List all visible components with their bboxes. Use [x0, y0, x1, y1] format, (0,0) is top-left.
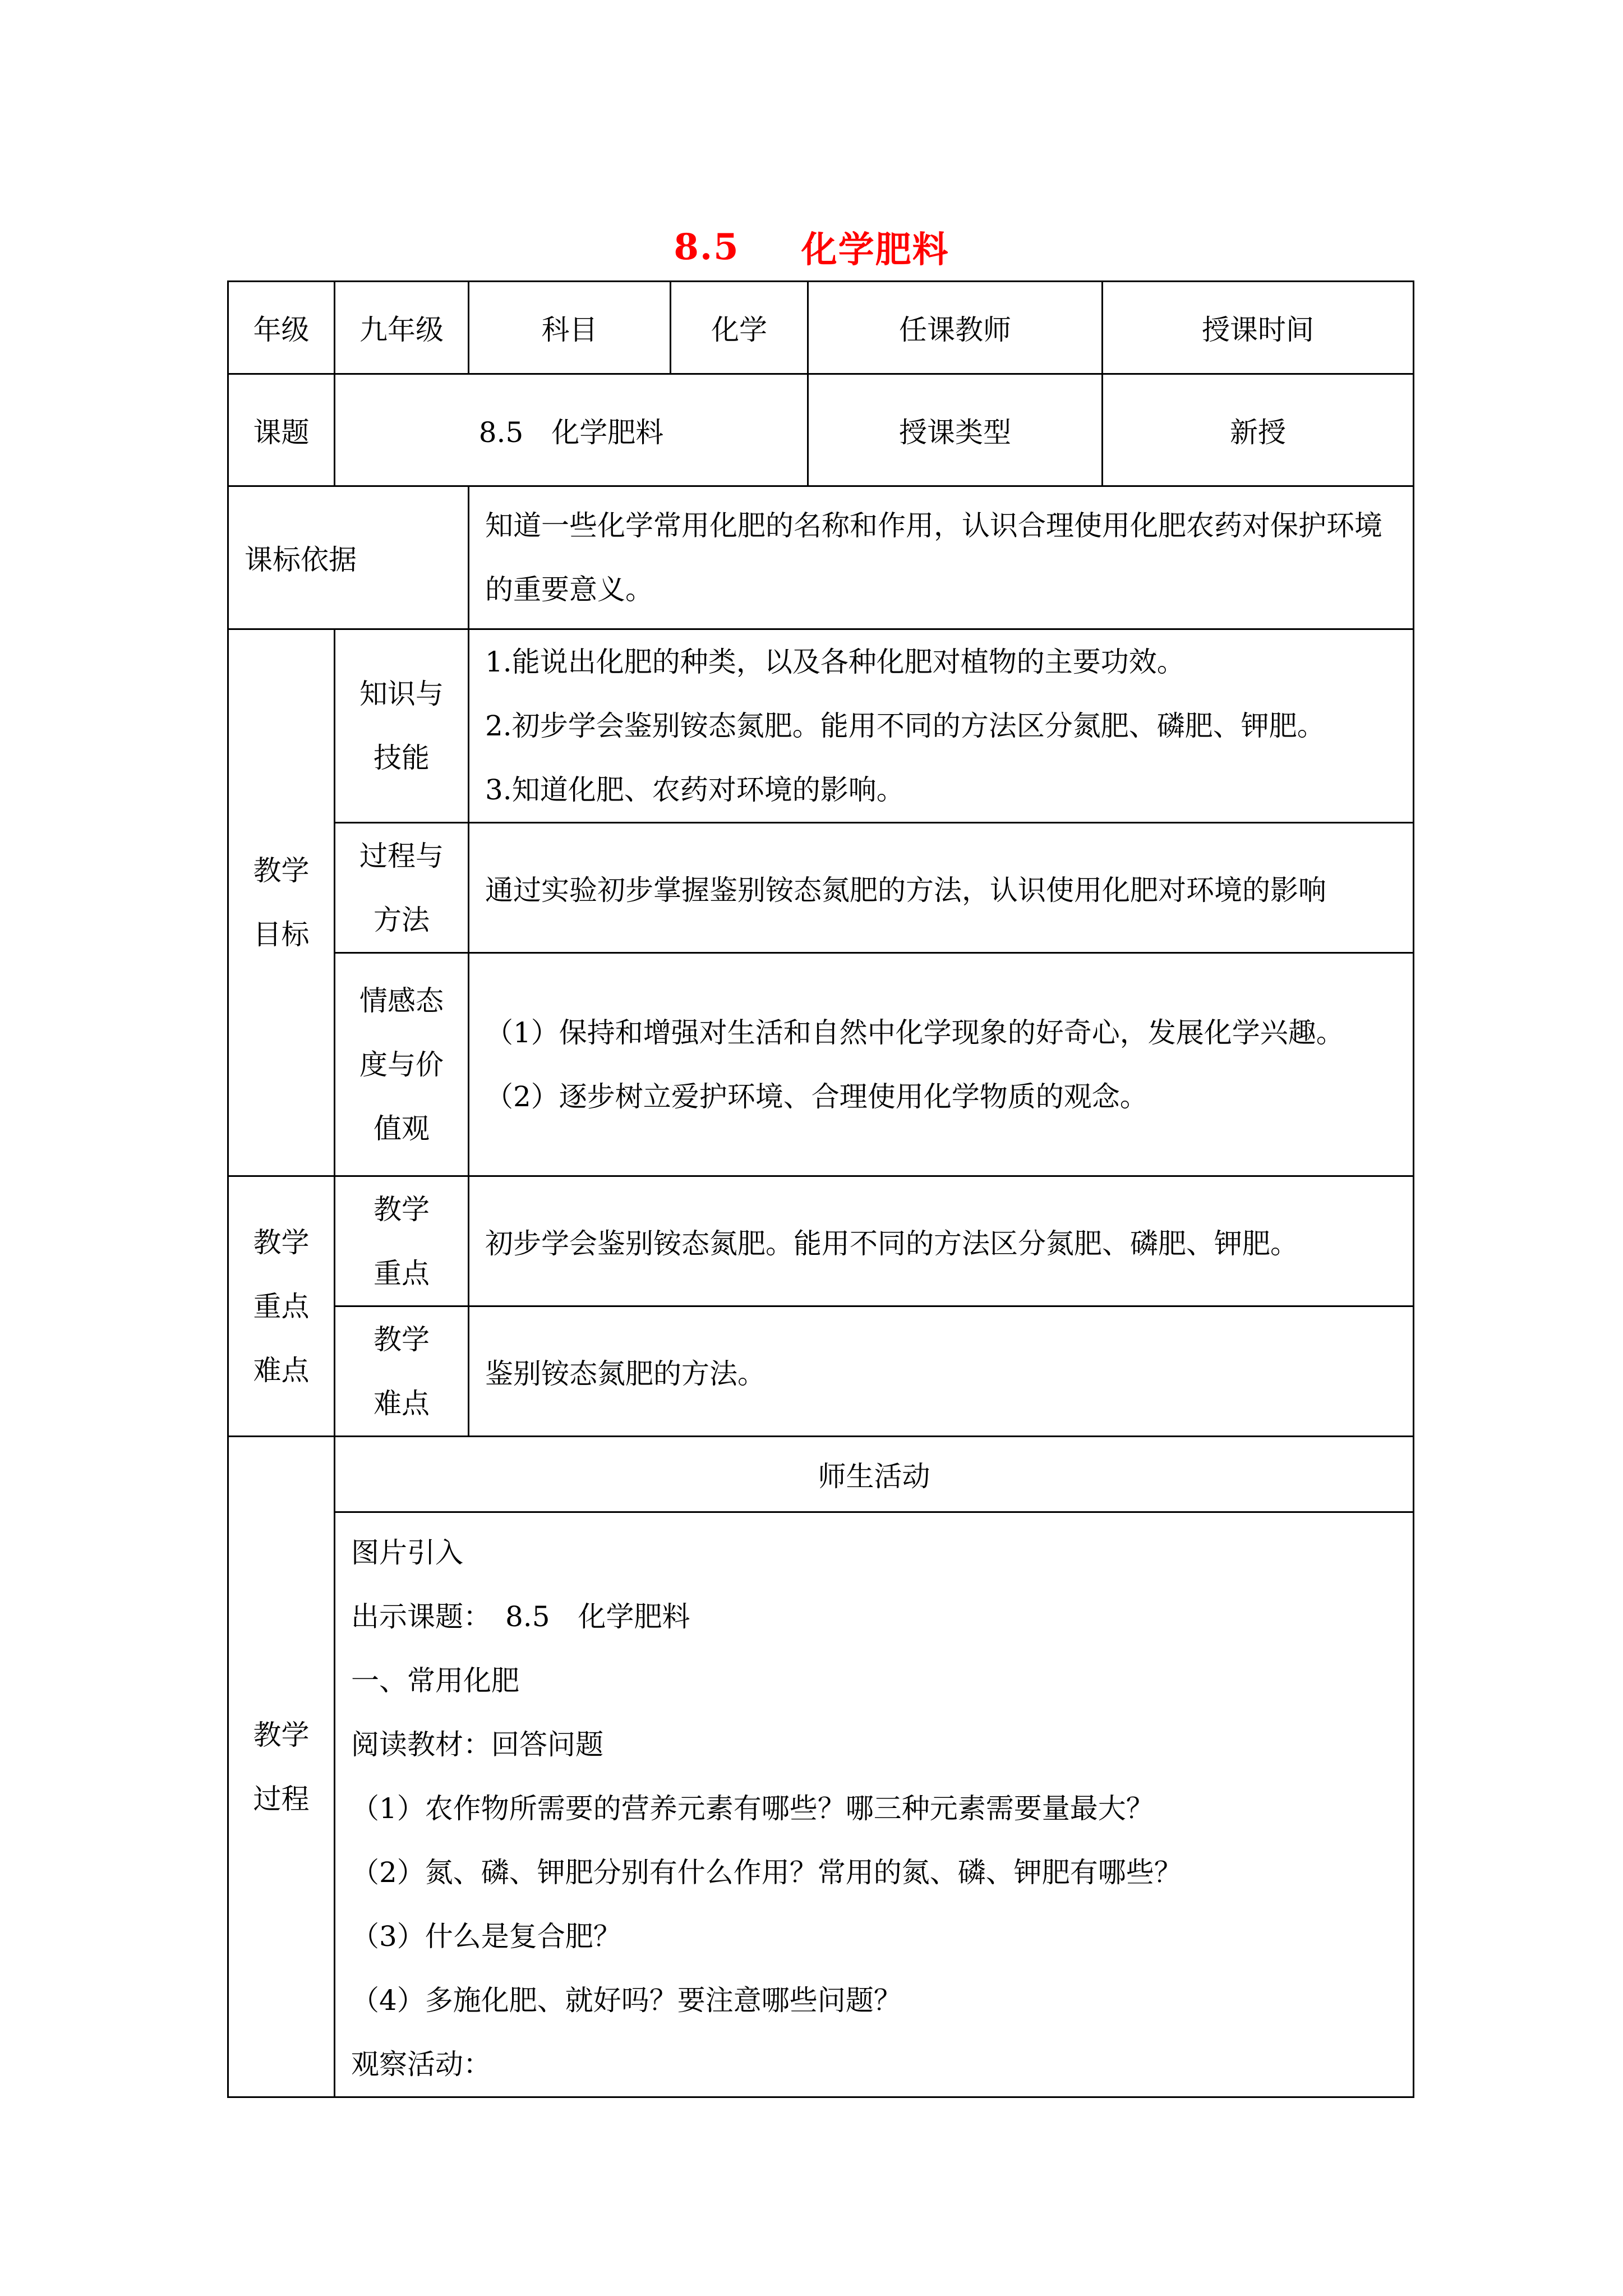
activity-line: 出示课题： 8.5 化学肥料: [351, 1600, 690, 1633]
focus-label: 教学 重点: [335, 1176, 469, 1306]
objective-process-row: [228, 823, 1414, 953]
time-label: 授课时间: [1103, 282, 1414, 374]
difficulty-label: 教学 难点: [335, 1306, 469, 1437]
difficulty-row: [228, 1306, 1414, 1437]
activity-line: （4）多施化肥、就好吗？要注意哪些问题？: [351, 1984, 902, 2017]
standard-line: 的重要意义。: [485, 573, 653, 606]
knowledge-label: 知识与 技能: [335, 629, 469, 823]
emotion-text: （1）保持和增强对生活和自然中化学现象的好奇心，发展化学兴趣。 （2）逐步树立爱护环境、合理使用化学物质的观念。: [469, 953, 1414, 1176]
standard-label: 课标依据: [228, 486, 469, 629]
objective-knowledge-row: [228, 629, 1414, 823]
activity-line: 观察活动：: [351, 2048, 491, 2081]
topic-label: 课题: [228, 374, 335, 486]
difficulty-text: 鉴别铵态氮肥的方法。: [469, 1306, 1414, 1437]
page-title: [0, 213, 1623, 280]
standard-row: [228, 486, 1414, 629]
objectives-label: 教学 目标: [228, 629, 335, 1176]
emotion-label: 情感态 度与价 值观: [335, 953, 469, 1176]
lesson-plan-table: [227, 280, 1414, 2098]
standard-text: [469, 486, 1414, 629]
subject-value: 化学: [671, 282, 808, 374]
topic-value: 8.5 化学肥料: [335, 374, 808, 486]
type-value: 新授: [1103, 374, 1414, 486]
activity-line: （1）农作物所需要的营养元素有哪些？哪三种元素需要量最大？: [351, 1792, 1154, 1825]
knowledge-text: 1.能说出化肥的种类，以及各种化肥对植物的主要功效。 2.初步学会鉴别铵态氮肥。能用不同的方法区分氮肥、磷肥、钾肥。 3.知道化肥、农药对环境的影响。: [469, 629, 1414, 823]
activity-line: 一、常用化肥: [351, 1664, 519, 1697]
focus-text: 初步学会鉴别铵态氮肥。能用不同的方法区分氮肥、磷肥、钾肥。: [469, 1176, 1414, 1306]
header-row: [228, 282, 1414, 374]
grade-value: 九年级: [335, 282, 469, 374]
focus-row: [228, 1176, 1414, 1306]
activities-content: [335, 1512, 1414, 2097]
process-label: 过程与 方法: [335, 823, 469, 953]
teaching-process-label: 教学 过程: [228, 1437, 335, 2097]
objective-emotion-row: [228, 953, 1414, 1176]
activity-line: 阅读教材：回答问题: [351, 1728, 603, 1761]
grade-label: 年级: [228, 282, 335, 374]
subject-label: 科目: [469, 282, 671, 374]
keypoints-label: 教学 重点 难点: [228, 1176, 335, 1437]
process-header-row: [228, 1437, 1414, 1512]
type-label: 授课类型: [808, 374, 1103, 486]
activity-line: （3）什么是复合肥？: [351, 1920, 621, 1953]
title-name: 化学肥料: [801, 229, 949, 271]
teacher-label: 任课教师: [808, 282, 1103, 374]
standard-line: 知道一些化学常用化肥的名称和作用，认识合理使用化肥农药对保护环境: [485, 509, 1382, 542]
activity-line: 图片引入: [351, 1536, 463, 1569]
title-number: 8.5: [674, 226, 740, 268]
topic-row: [228, 374, 1414, 486]
activity-line: （2）氮、磷、钾肥分别有什么作用？常用的氮、磷、钾肥有哪些？: [351, 1856, 1182, 1889]
activities-header: 师生活动: [335, 1437, 1414, 1512]
process-text: 通过实验初步掌握鉴别铵态氮肥的方法，认识使用化肥对环境的影响: [469, 823, 1414, 953]
process-content-row: [228, 1512, 1414, 2097]
